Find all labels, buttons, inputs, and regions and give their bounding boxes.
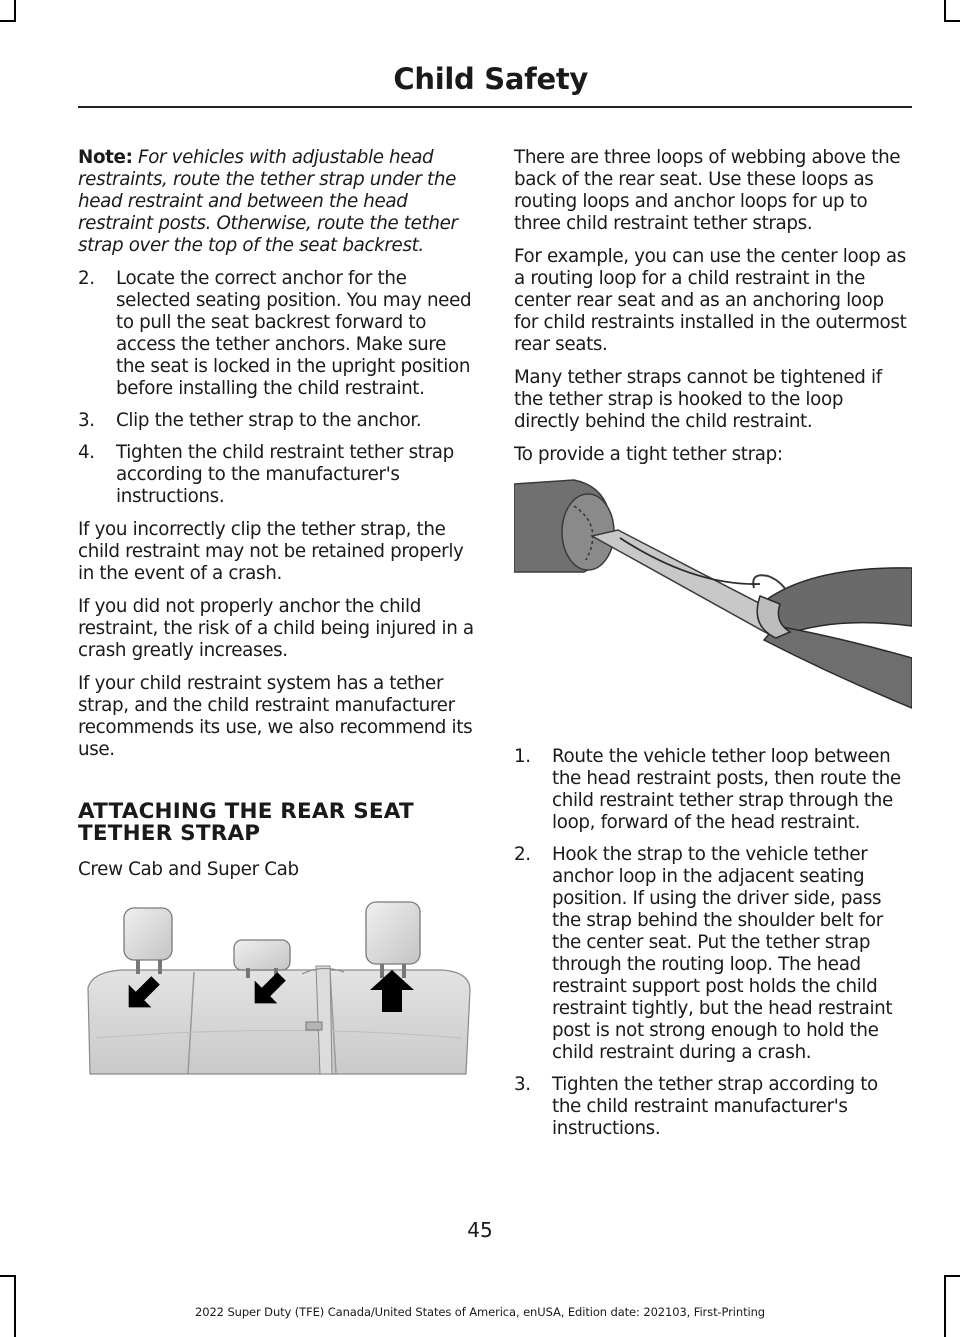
note-paragraph: [78, 147, 474, 257]
step-number: 2.: [514, 844, 531, 865]
crop-mark: [944, 1275, 960, 1277]
note-text: For vehicles with adjustable head restraints, route the tether strap under the head restraint and between the head restraint posts. Otherwise, route the tether strap over the top of the seat backrest.: [78, 147, 458, 256]
list-item: [78, 442, 474, 508]
page-number: 45: [467, 1218, 493, 1242]
step-text: Clip the tether strap to the anchor.: [116, 410, 422, 431]
body-paragraph: There are three loops of webbing above the back of the rear seat. Use these loops as routing loops and anchor loops for up to three child restraint tether straps.: [514, 147, 901, 234]
steps-list: [514, 746, 910, 1140]
page-title: Child Safety: [393, 62, 588, 96]
section-heading: [78, 801, 474, 845]
list-item: [514, 746, 910, 834]
right-steps-column: [514, 746, 910, 1151]
body-paragraph: For example, you can use the center loop as a routing loop for a child restraint in the center rear seat and as an anchoring loop for child restraints installed in the outermost rear seats.: [514, 246, 907, 355]
list-item: [78, 410, 474, 432]
step-text: Hook the strap to the vehicle tether anchor loop in the adjacent seating position. If using the driver side, pass the strap behind the shoulder belt for the center seat. Put the tether strap through the routing loop. The head restraint support post holds the child restraint tightly, but the head restraint post is not strong enough to hold the child restraint during a crash.: [552, 844, 893, 1063]
body-paragraph: If you incorrectly clip the tether strap, the child restraint may not be retained properly in the event of a crash.: [78, 519, 464, 584]
footer-text: 2022 Super Duty (TFE) Canada/United States of America, enUSA, Edition date: 202103, First-Printing: [195, 1305, 765, 1319]
step-text: Tighten the child restraint tether strap according to the manufacturer's instructions.: [116, 442, 454, 507]
crop-mark: [944, 20, 960, 22]
section-heading-line: ATTACHING THE REAR SEAT: [78, 799, 414, 824]
note-label: Note:: [78, 147, 133, 168]
crop-mark: [14, 0, 16, 22]
step-text: Tighten the tether strap according to the child restraint manufacturer's instructions.: [552, 1074, 878, 1139]
crop-mark: [944, 0, 946, 22]
steps-list: [78, 268, 474, 508]
list-item: [514, 844, 910, 1064]
header-divider: [78, 106, 912, 108]
left-column: [78, 147, 474, 892]
subheading: Crew Cab and Super Cab: [78, 859, 299, 880]
body-paragraph: If your child restraint system has a tether strap, and the child restraint manufacturer recommends its use, we also recommend its use.: [78, 673, 473, 760]
list-item: [514, 1074, 910, 1140]
step-number: 2.: [78, 268, 95, 289]
step-number: 3.: [78, 410, 95, 431]
crop-mark: [0, 20, 16, 22]
body-paragraph: If you did not properly anchor the child restraint, the risk of a child being injured in a crash greatly increases.: [78, 596, 474, 661]
section-heading-line: TETHER STRAP: [78, 821, 261, 846]
tether-strap-illustration: [514, 476, 912, 710]
crop-mark: [0, 1275, 16, 1277]
body-paragraph: To provide a tight tether strap:: [514, 444, 783, 465]
step-text: Route the vehicle tether loop between the head restraint posts, then route the child restraint tether strap through the loop, forward of the head restraint.: [552, 746, 901, 833]
right-column: [514, 147, 910, 477]
body-paragraph: Many tether straps cannot be tightened if the tether strap is hooked to the loop directly behind the child restraint.: [514, 367, 882, 432]
rear-seat-illustration: [82, 888, 474, 1080]
list-item: [78, 268, 474, 400]
step-number: 4.: [78, 442, 95, 463]
step-number: 3.: [514, 1074, 531, 1095]
step-number: 1.: [514, 746, 531, 767]
step-text: Locate the correct anchor for the selected seating position. You may need to pull the seat backrest forward to access the tether anchors. Make sure the seat is locked in the upright position before installing the child restraint.: [116, 268, 472, 399]
